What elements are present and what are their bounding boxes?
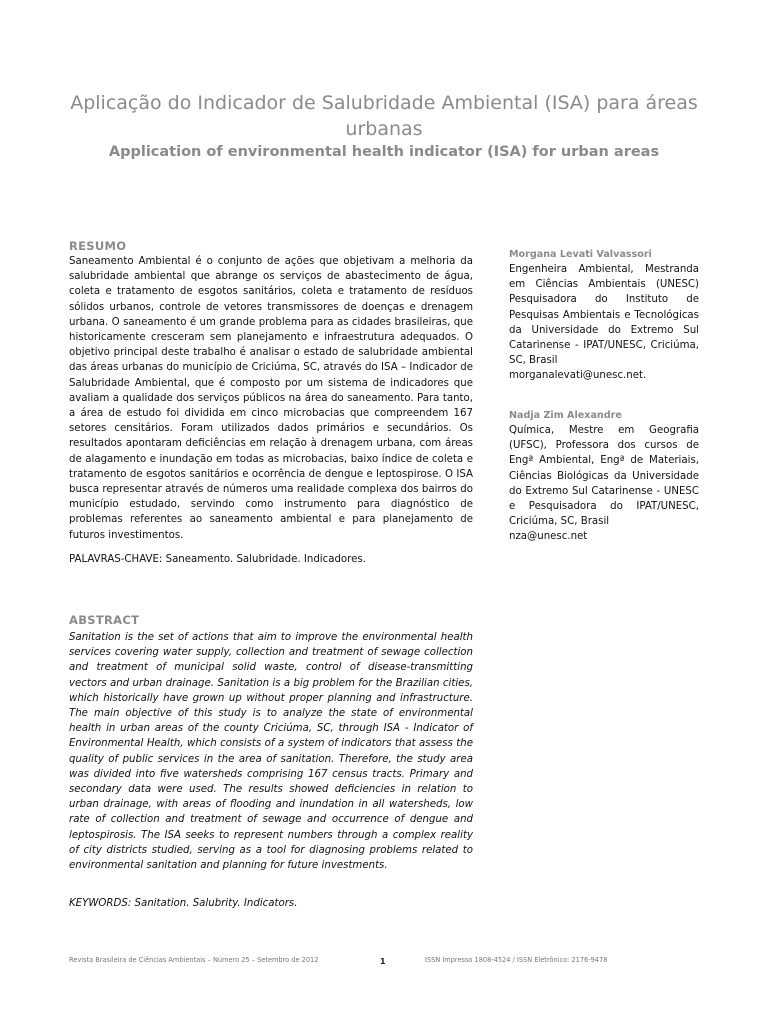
author-name: Nadja Zim Alexandre: [509, 410, 622, 421]
keywords-english: KEYWORDS: Sanitation. Salubrity. Indicators.: [69, 898, 298, 909]
resumo-paragraph: Saneamento Ambiental é o conjunto de ações que objetivam a melhoria da salubridade ambiental que abrange os serviços de abastecimento de água, coleta e tratamento de esgotos sanitários, coleta e tratamento de resíduos sólidos urbanos, controle de vetores transmissores de doenças e drenagem urbana. O saneamento é um grande problema para as cidades brasileiras, que historicamente cresceram sem planejamento e infraestrutura adequados. O objetivo principal deste trabalho é analisar o estado de salubridade ambiental das áreas urbanas do município de Criciúma, SC, através do ISA – Indicador de Salubridade Ambiental, que é composto por um sistema de indicadores que avaliam a qualidade dos serviços públicos na área do saneamento. Para tanto, a área de estudo foi dividida em cinco microbacias que compreendem 167 setores censitários. Foram utilizados dados primários e secundários. Os resultados apontaram deficiências em relação à drenagem urbana, com áreas de alagamento e inundação em todas as microbacias, baixo índice de coleta e tratamento de esgotos sanitários e ocorrência de dengue e leptospirose. O ISA busca representar através de números uma realidade complexa dos bairros do município estudado, servindo como instrumento para diagnóstico de problemas referentes ao saneamento ambiental e para planejamento de futuros investimentos.: [69, 256, 473, 541]
author-email[interactable]: morganalevati@unesc.net.: [509, 370, 647, 382]
author-block: [509, 410, 699, 545]
author-affiliation: Química, Mestre em Geografia (UFSC), Professora dos cursos de Engª Ambiental, Engª de Materiais, Ciências Biológicas da Universidade do Extremo Sul Catarinense - UNESC e Pesquisadora do IPAT/UNESC, Criciúma, SC, Brasil: [509, 425, 699, 528]
footer-journal: Revista Brasileira de Ciências Ambientais – Número 25 – Setembro de 2012: [69, 956, 319, 964]
author-name: Morgana Levati Valvassori: [509, 249, 652, 260]
palavras-chave: PALAVRAS-CHAVE: Saneamento. Salubridade. Indicadores.: [69, 554, 366, 565]
page-title: Aplicação do Indicador de Salubridade Ambiental (ISA) para áreas urbanas: [70, 92, 698, 140]
abstract-paragraph: Sanitation is the set of actions that aim to improve the environmental health services covering water supply, collection and treatment of sewage collection and treatment of municipal solid waste, control of disease-transmitting vectors and urban drainage. Sanitation is a big problem for the Brazilian cities, which historically have grown up without proper planning and infrastructure. The main objective of this study is to analyze the state of environmental health in urban areas of the county Criciúma, SC, through ISA - Indicator of Environmental Health, which consists of a system of indicators that assess the quality of public services in the area of sanitation. Therefore, the study area was divided into five watersheds comprising 167 census tracts. Primary and secondary data were used. The results showed deficiencies in relation to urban drainage, with areas of flooding and inundation in all watersheds, low rate of collection and treatment of sewage and occurrence of dengue and leptospirosis. The ISA seeks to represent numbers through a complex reality of city districts studied, serving as a tool for diagnosing problems related to environmental sanitation and planning for future investments.: [69, 632, 473, 872]
abstract-heading: ABSTRACT: [69, 613, 140, 627]
author-affiliation: Engenheira Ambiental, Mestranda em Ciências Ambientais (UNESC) Pesquisadora do Instituto de Pesquisas Ambientais e Tecnológicas da Universidade do Extremo Sul Catarinense - IPAT/UNESC, Criciúma, SC, Brasil: [509, 264, 699, 367]
footer-issn: ISSN Impresso 1808-4524 / ISSN Eletrônico: 2176-9478: [425, 956, 608, 964]
resumo-heading: RESUMO: [69, 239, 127, 253]
page-number: 1: [380, 957, 386, 966]
page-subtitle-english: Application of environmental health indicator (ISA) for urban areas: [108, 144, 660, 160]
author-block: [509, 249, 699, 384]
author-email[interactable]: nza@unesc.net: [509, 531, 588, 543]
